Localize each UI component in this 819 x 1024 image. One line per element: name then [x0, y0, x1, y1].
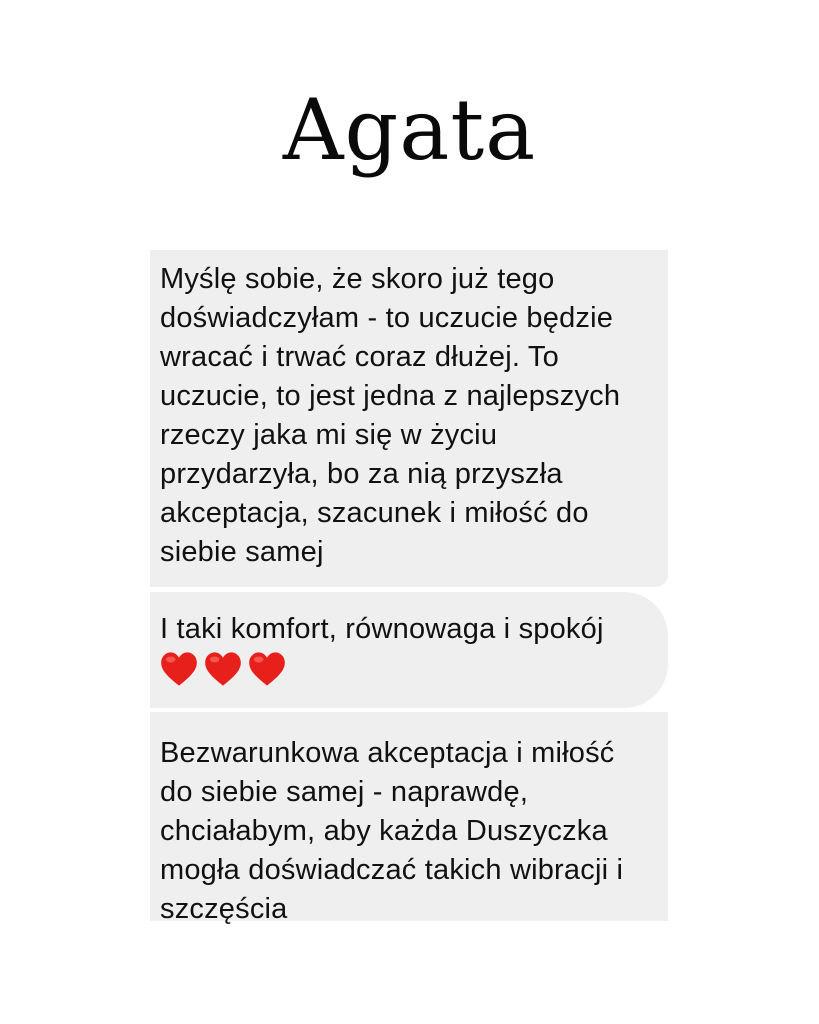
- message-line: przydarzyła, bo za nią przyszła: [160, 458, 563, 490]
- page-title: Agata: [282, 81, 537, 179]
- message-bubble: [150, 712, 668, 925]
- message-bubble: [150, 592, 668, 708]
- message-line: chciałabym, aby każda Duszyczka: [160, 815, 608, 847]
- message-line: do siebie samej - naprawdę,: [160, 776, 529, 808]
- message-line: Bezwarunkowa akceptacja i miłość: [160, 737, 615, 769]
- message-line: akceptacja, szacunek i miłość do: [160, 497, 589, 529]
- message-line: wracać i trwać coraz dłużej. To: [160, 341, 559, 373]
- message-bubble: [150, 250, 668, 587]
- message-line: Myślę sobie, że skoro już tego: [160, 263, 555, 295]
- message-line: uczucie, to jest jedna z najlepszych: [160, 380, 621, 412]
- message-line: mogła doświadczać takich wibracji i: [160, 854, 624, 886]
- red-heart-icon: [248, 651, 286, 687]
- message-line: siebie samej: [160, 536, 324, 568]
- emoji-row: [160, 651, 658, 687]
- red-heart-icon: [204, 651, 242, 687]
- message-line: I taki komfort, równowaga i spokój: [160, 613, 604, 645]
- message-line: rzeczy jaka mi się w życiu: [160, 419, 498, 451]
- red-heart-icon: [160, 651, 198, 687]
- message-line: doświadczyłam - to uczucie będzie: [160, 302, 614, 334]
- message-line: szczęścia: [160, 893, 288, 925]
